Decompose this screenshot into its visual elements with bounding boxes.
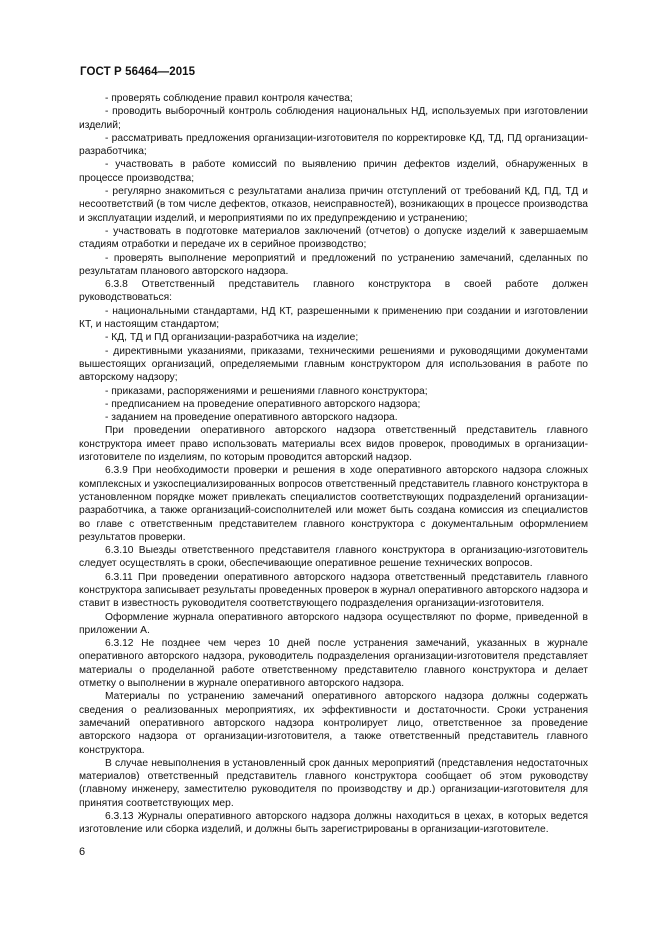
section-6-3-13: 6.3.13 Журналы оперативного авторского надзора должны находиться в цехах, в которых ведется изготовление или сборка изделий, и должны быть зарегистрированы в организации-изготовителе. (79, 811, 588, 836)
paragraph: Оформление журнала оперативного авторского надзора осуществляют по форме, приведенной в приложении А. (79, 611, 588, 636)
paragraph: - КД, ТД и ПД организации-разработчика на изделие; (105, 332, 359, 344)
paragraph: - приказами, распоряжениями и решениями главного конструктора; (105, 385, 428, 397)
paragraph: - предписанием на проведение оперативного авторского надзора; (105, 398, 421, 410)
paragraph: В случае невыполнения в установленный срок данных мероприятий (представления недостаточных материалов) ответственный представитель главного конструктора сообщает об этом руководству (главному инженеру, заместителю руководителя по производству и др.) организации-изготовителя для принятия соответствующих мер. (79, 757, 588, 809)
paragraph: - заданием на проведение оперативного авторского надзора. (105, 412, 398, 424)
paragraph: - директивными указаниями, приказами, техническими решениями и руководящими документами вышестоящих организаций, определяемыми главным конструктором для использования в работе по авторскому надзору; (79, 345, 588, 384)
paragraph: - рассматривать предложения организации-изготовителя по корректировке КД, ТД, ПД организации-разработчика; (79, 132, 588, 158)
section-6-3-12: 6.3.12 Не позднее чем через 10 дней после устранения замечаний, указанных в журнале оперативного авторского надзора, руководитель подразделения организации-изготовителя представляет материалы о проделанной работе ответственному представителю главного конструктора и делает отметку о выполнении в журнале оперативного авторского надзора. (79, 638, 588, 690)
paragraph: - национальными стандартами, НД КТ, разрешенными к применению при создании и изготовлении КТ, и настоящим стандартом; (79, 305, 588, 331)
section-6-3-10: 6.3.10 Выезды ответственного представителя главного конструктора в организацию-изготовитель следует осуществлять в сроки, обеспечивающие оперативное решение технических вопросов. (79, 545, 588, 570)
paragraph: - проводить выборочный контроль соблюдения национальных НД, используемых при изготовлении изделий; (79, 106, 588, 131)
document-body (79, 92, 588, 837)
section-6-3-11: 6.3.11 При проведении оперативного авторского надзора ответственный представитель главного конструктора записывает результаты проведенных проверок в журнал оперативного авторского надзора и ставит в известность руководителя соответствующего подразделения организации-изготовителя. (79, 571, 588, 610)
paragraph: Материалы по устранению замечаний оперативного авторского надзора должны содержать сведения о реализованных мероприятиях, их эффективности и достаточности. Сроки устранения замечаний оперативного авторского надзора контролирует лицо, ответственное за проведение авторского надзора от организации-изготовителя, а также ответственный представитель главного конструктора. (79, 691, 588, 756)
paragraph: - проверять выполнение мероприятий и предложений по устранению замечаний, сделанных по результатам планового авторского надзора. (79, 252, 588, 277)
paragraph: - участвовать в подготовке материалов заключений (отчетов) о допуске изделий к завершаемым стадиям отработки и передаче их в серийное производство; (79, 225, 588, 251)
section-6-3-8: 6.3.8 Ответственный представитель главного конструктора в своей работе должен руководствоваться: (79, 279, 588, 304)
paragraph: - участвовать в работе комиссий по выявлению причин дефектов изделий, обнаруженных в процессе производства; (79, 159, 588, 184)
standard-code-header: ГОСТ Р 56464—2015 (80, 66, 196, 78)
paragraph: При проведении оперативного авторского надзора ответственный представитель главного конструктора имеет право использовать материалы всех видов проверок, проводимых в организации-изготовителе по изделиям, по которым проводится авторский надзор. (79, 425, 588, 464)
paragraph: - регулярно знакомиться с результатами анализа причин отступлений от требований КД, ПД, ТД и несоответствий (в том числе дефектов, отказов, неисправностей), возникающих в процессе производства и эксплуатации изделий, и мероприятиями по их предупреждению и устранению; (79, 186, 588, 224)
page-number: 6 (79, 846, 86, 858)
paragraph: - проверять соблюдение правил контроля качества; (105, 93, 353, 104)
section-6-3-9: 6.3.9 При необходимости проверки и решения в ходе оперативного авторского надзора сложных комплексных и узкоспециализированных вопросов ответственный представитель главного конструктора в установленном порядке может привлекать специалистов соответствующих подразделений организации-разработчика, а также организаций-соисполнителей или может быть создана комиссия из специалистов во главе с ответственным представителем главного конструктора с документальным оформлением результатов проверки. (79, 465, 588, 543)
